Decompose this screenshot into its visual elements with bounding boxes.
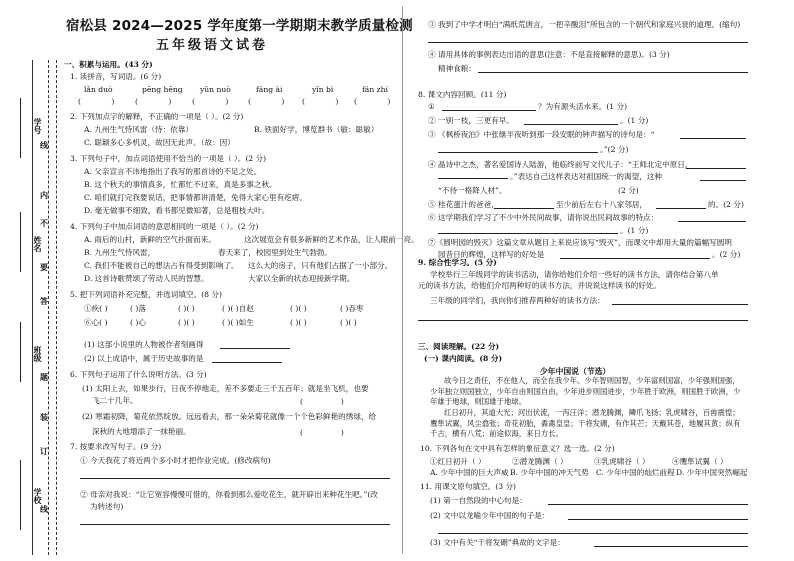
answer-line[interactable] (494, 208, 554, 209)
q8-item-4: ④ 晶诗中之杰，著名爱国诗人陆游，他临终前写文代儿子：“王师北定中原日， (428, 160, 693, 169)
answer-line[interactable] (80, 478, 390, 479)
q8-item-4e: (2 分) (618, 186, 639, 195)
answer-line[interactable] (220, 348, 290, 349)
name-line (20, 212, 21, 272)
q4-option-b: B. 九州生气恃风雷， (84, 248, 156, 257)
answer-paren[interactable]: ( ) (192, 97, 229, 106)
answer-line[interactable] (438, 178, 508, 179)
q5-item[interactable]: ( )落 (130, 304, 146, 313)
gutter-solid-line (32, 60, 33, 555)
gutter-label-school: 学校 (33, 488, 42, 504)
q3-option-a: A. 父亲宣言不讳地指出了我写的那首诗的不足之处。 (84, 167, 262, 176)
q5-text: 5. 把下列词语补充完整，并选词填空。(8 分) (70, 290, 222, 299)
q11-text: 11. 用课文原句填空。(3 分) (420, 482, 517, 491)
answer-line[interactable] (656, 208, 706, 209)
q8-item-2: ② 一别一枝，三更有早。 (428, 116, 514, 125)
q8-item-4c: 。”表达自己这样表达对祖国统一的渴望，这种 (510, 172, 662, 181)
q4-option-a: A. 雨后的山村，新鲜的空气扑面而来。 (84, 235, 216, 244)
q9-prompt: 三年级的同学们，我向你们推荐两种好的读书方法： (430, 296, 605, 305)
q10-text: 10. 下列各句在文中具有怎样的象征意义？选一选。(2 分) (420, 444, 615, 453)
answer-line[interactable] (478, 72, 748, 73)
q8-item-6: ⑥ 这学期我们学习了不少中外民间故事，请你说出民间故事的特点： (428, 213, 659, 222)
q8-item-2b: 。(1 分) (620, 116, 649, 125)
q8-item-1: ① (428, 102, 435, 111)
class-line (20, 322, 21, 382)
q7-item-3: ③ 我到了中学才明白“满纸荒唐言，一把辛酸泪”所包含的一个朝代和家庭兴衰的道理。(缩句) (428, 20, 741, 29)
answer-line[interactable] (686, 168, 746, 169)
gutter-label-class: 班级 (33, 346, 42, 362)
q10-option-2[interactable]: ②潜龙腾渊（ ） (512, 457, 568, 466)
q7-item-2b: 为转述句) (90, 502, 124, 511)
passage-paragraph-1: 故今日之责任，不在他人，而全在我少年。少年智则国智，少年富则国富，少年强则国强，少年独立则国独立，少年自由则国自由，少年进步则国进步，少年胜于欧洲，则国胜于欧洲，少年雄于地球，则国雄于地球。 (430, 376, 741, 407)
q5-item[interactable]: ( )吞枣 (340, 304, 364, 313)
q5-item[interactable]: ( )( ) (290, 318, 307, 327)
q4-text: 4. 下列句子中加点词语的意思相同的一项是（ ）。(2 分) (70, 222, 259, 231)
q9-text: 9. 综合性学习。(5 分) (418, 258, 497, 267)
q9-task-line-2: 元的读书方法，给他们介绍两种好的读书方法，并说说这样读书的好处。 (418, 281, 661, 290)
q5-item[interactable]: ①疾( ) (84, 304, 108, 313)
q3-option-b: B. 这个秋天的事情真多，忙都忙不过来，真是多事之秋。 (84, 180, 277, 189)
cut-mark: 线 (40, 140, 48, 150)
exam-title: 宿松县 2024—2025 学年度第一学期期末教学质量检测 (66, 18, 413, 34)
q2-text: 2. 下列加点字的解释，不正确的一项是（ ）。(2 分) (70, 112, 244, 121)
pinyin-4: fáng ài (256, 85, 283, 94)
section-1-heading: 一、积累与运用。(43 分) (64, 60, 153, 69)
q1-text: 1. 读拼音，写词语。(6 分) (70, 72, 162, 81)
answer-line[interactable] (438, 233, 618, 234)
answer-line[interactable] (548, 504, 748, 505)
cut-mark: 题 (40, 372, 48, 382)
answer-paren[interactable]: ( ) (248, 97, 285, 106)
answer-line[interactable] (678, 221, 746, 222)
q5-item[interactable]: ⑥心( ) (84, 318, 108, 327)
answer-paren[interactable]: ( ) (354, 97, 391, 106)
q6-sentence-2b: 深秋的大地增添了一抹艳丽。 (92, 427, 191, 436)
answer-paren[interactable]: ( ) (135, 97, 172, 106)
q5-sub-2: (2) 以上成语中，属于历史故事的是 (84, 354, 204, 363)
q8-item-3: ③ 《枫桥夜泊》中张继半夜听到那一段安眠的钟声描写的诗句是：“ (428, 130, 655, 139)
answer-line[interactable] (612, 304, 748, 305)
q8-item-7: ⑦《圆明园的毁灭》这篇文章从题目上来说应该写“毁灭”，而课文中却用大量的篇幅写圆明 (428, 238, 732, 247)
answer-line[interactable] (524, 124, 618, 125)
section-3-heading: 三、阅读理解。(22 分) (418, 342, 500, 351)
q10-answer-b: B. 少年中国的冲天气势 (510, 468, 589, 477)
q11-item-3: (3) 文中有关“干将发硎”典故的文字是： (430, 538, 565, 547)
q6-sentence-1b: 飞二十几年。 (92, 396, 138, 405)
q11-item-2: (2) 文中以龙喻少年中国的句子是： (430, 511, 550, 520)
q5-item[interactable]: ( )心 (130, 318, 146, 327)
cut-mark: 答 (40, 296, 48, 306)
q2-option-c: C. 聪颖多心多机灵，故因无此声。（故：因） (84, 138, 235, 147)
q5-item[interactable]: ( )( ) (290, 304, 307, 313)
q5-item[interactable]: ( )( ) (340, 318, 357, 327)
q4-option-c: C. 我们不能被自己的想法占有得受到影响了。 (84, 261, 239, 270)
q4-option-d2: 大家以全新的状态迎接新学期。 (248, 274, 355, 283)
q8-item-4d: “不待一格降人材”。 (438, 186, 507, 195)
q2-option-a: A. 九州生气恃风雷（恃：依靠） (84, 125, 194, 134)
q10-answer-c: C. 少年中国的灿烂前程 (596, 468, 675, 477)
gutter-dashed-line-inner (56, 60, 57, 555)
answer-line[interactable] (438, 152, 598, 153)
passage-paragraph-2: 红日初升，其道大光；河出伏流，一泻汪洋；潜龙腾渊，鳞爪飞扬；乳虎啸谷，百兽震惶；鹰隼试翼，风尘翕张；奇花初胎，矞矞皇皇；干将发硎，有作其芒；天戴其苍，地履其黄；纵有千古，横有八荒；前途似海，来日方长。 (430, 408, 741, 439)
pinyin-6: fán zhí (362, 85, 388, 94)
pinyin-5: yǐn bì (312, 85, 334, 94)
cut-mark: 内 (40, 190, 48, 200)
answer-paren[interactable]: ( ) (300, 428, 344, 437)
q8-item-5: ⑤ 桂花蛋汁的爸爸， (428, 200, 499, 209)
q6-sentence-2: (2) 寒霜初降，菊花依然绽放。远远看去，那一朵朵菊花就像一个个色彩鲜艳的绣球，给 (82, 412, 377, 421)
answer-line[interactable] (680, 138, 746, 139)
q11-item-1: (1) 第一自然段的中心句是： (430, 496, 527, 505)
answer-line[interactable] (438, 533, 748, 534)
passage-title: 少年中国说（节选） (540, 367, 611, 376)
answer-line[interactable] (568, 519, 748, 520)
q4-option-c2: 这么大的房子，只有他们占据了一小部分。 (248, 261, 393, 270)
q4-option-d: D. 这首诗歌赞颂了劳动人民的智慧。 (84, 274, 209, 283)
q5-item[interactable]: ( )( ) (178, 304, 195, 313)
q2-option-b: B. 铁面好学，博览群书（敏：聪敏） (254, 125, 379, 134)
cut-mark: 装 (40, 412, 48, 422)
answer-line[interactable] (212, 362, 282, 363)
answer-paren[interactable]: ( ) (300, 397, 344, 406)
q10-answer-d: D. 少年中国突然崛起 (676, 468, 748, 477)
q9-task-line-1: 学校举行三年级同学的读书活动，请你给他们介绍一些好的读书方法，请你结合第八单 (430, 270, 719, 279)
answer-line[interactable] (418, 320, 748, 321)
q8-item-3c: 。”(2 分) (600, 145, 629, 154)
gutter-dashed-line (48, 60, 49, 555)
q8-item-7c: 。(2 分) (712, 250, 741, 259)
q8-item-1b: ？为有源头活水来。(1 分) (538, 102, 628, 111)
answer-paren[interactable]: ( ) (302, 97, 339, 106)
q7-text: 7. 按要求改写句子。(9 分) (70, 442, 162, 451)
gutter-label-name: 姓名 (33, 236, 42, 252)
q6-text: 6. 下列句子运用了什么说明方法。(3 分) (70, 370, 207, 379)
q4-option-b2: 春天来了，校园里到处生气勃勃。 (218, 248, 332, 257)
answer-line[interactable] (594, 546, 748, 547)
cut-mark: 不 (40, 218, 48, 228)
section-3-1-heading: (一) 课内阅读。(8 分) (424, 354, 503, 363)
pinyin-1: lǎn duò (84, 85, 113, 94)
pinyin-2: pēng hēng (142, 85, 183, 94)
pinyin-3: yǔn nuò (200, 85, 231, 94)
q7-item-1: ① 今天我花了将近两个多小时才把作业完成。(修改病句) (80, 456, 271, 465)
cut-mark: 要 (40, 262, 48, 272)
q8-item-5c: 的。(2 分) (708, 200, 744, 209)
binding-gutter (0, 0, 62, 561)
answer-line[interactable] (442, 110, 536, 111)
q8-text: 8. 课文内容回顾。(11 分) (418, 90, 507, 99)
q7-item-4: ④ 请用具体的事例表达出语的意思(注意：不是直接解释的意思)。(3 分) (428, 50, 670, 59)
student-id-line (20, 98, 21, 158)
answer-line[interactable] (700, 180, 746, 181)
q3-text: 3. 下列句子中，加点词语使用不恰当的一项是（ ）。(2 分) (70, 154, 267, 163)
q10-option-4[interactable]: ④鹰隼试翼（ ） (672, 457, 728, 466)
answer-line[interactable] (80, 524, 390, 525)
q5-item[interactable]: ( )( )自赵 (222, 304, 254, 313)
answer-paren[interactable]: ( ) (78, 97, 115, 106)
answer-line[interactable] (428, 42, 748, 43)
q10-answer-a: A. 少年中国的巨大声威 (430, 468, 509, 477)
q8-item-7b: 园昔日的辉煌，这样写的好处是 (438, 250, 545, 259)
q3-option-c: C. 咱们就打完我要说话，把事情都讲清楚，免得大家心里有疙瘩。 (84, 193, 307, 202)
q6-sentence-1: (1) 太阳上去，如果步行，日夜不停地走，差不多要走三千五百年；就是坐飞机，也要 (82, 384, 369, 393)
q5-item[interactable]: ( )( ) (178, 318, 195, 327)
q5-item[interactable]: ( )( )如生 (222, 318, 254, 327)
cut-mark: 订 (40, 446, 48, 456)
q4-option-a2: 这次展览会有很多新鲜的艺术作品，让人眼前一亮。 (244, 235, 419, 244)
q10-option-1[interactable]: ①红日初升（ ） (430, 457, 486, 466)
exam-subtitle: 五年级语文试卷 (156, 38, 269, 53)
gutter-label-student-id: 学号 (33, 118, 42, 134)
q7-item-4b: 精神食粮： (438, 64, 476, 73)
school-line (20, 460, 21, 530)
cut-mark: 线 (40, 504, 48, 514)
column-divider (402, 6, 403, 554)
q7-item-2: ② 母亲对我说：“让它宽容慢慢可惜的，你看到那么爱吃花生，就开辟出来种花生吧。”(改 (80, 490, 378, 499)
q8-item-5b: 至少前后左右十八家邻居， (556, 200, 648, 209)
q3-option-d: D. 毫无做事不细致，看书都见微知著，总是粗枝大叶。 (84, 206, 270, 215)
q8-item-6b: 。(1 分) (620, 226, 649, 235)
q10-option-3[interactable]: ③乳虎啸谷（ ） (594, 457, 650, 466)
answer-line[interactable] (560, 258, 710, 259)
q5-sub-1: (1) 这部小说里的人物被作者刻画得 (84, 340, 204, 349)
